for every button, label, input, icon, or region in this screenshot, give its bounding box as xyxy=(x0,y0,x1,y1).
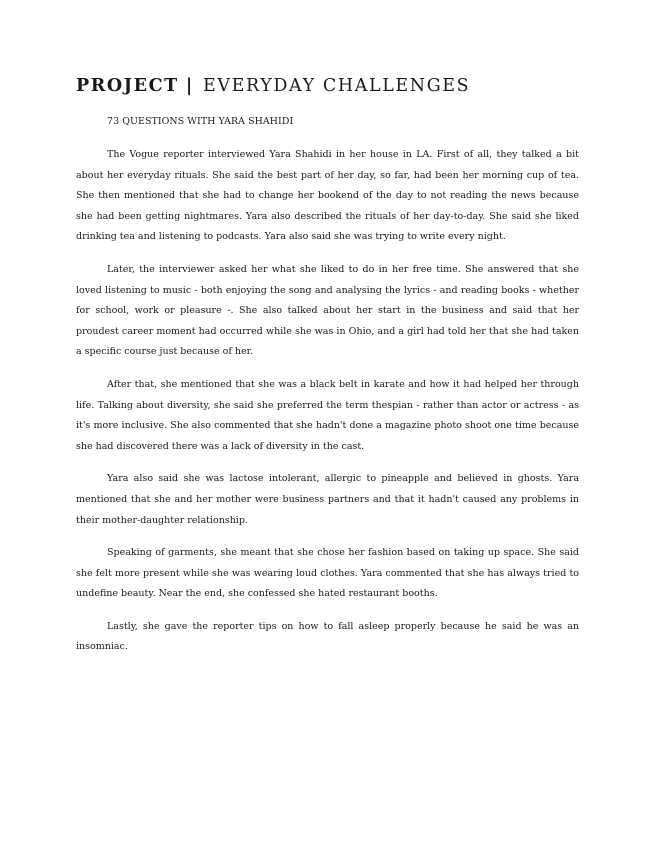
paragraph-3: After that, she mentioned that she was a black belt in karate and how it had helped her through life. Talking about diversity, she said she preferred the term thespian - rather than actor or actress - as it's more inclusive. She also commented that she hadn't done a magazine photo shoot one time because she had discovered there was a lack of diversity in the cast. xyxy=(76,378,579,452)
paragraph-4: Yara also said she was lactose intolerant, allergic to pineapple and believed in ghosts. Yara mentioned that she and her mother were business partners and that it hadn't caused any problems in their mother-daughter relationship. xyxy=(76,473,579,526)
document-body xyxy=(76,145,579,670)
title-separator: | xyxy=(185,76,194,96)
paragraph-6: Lastly, she gave the reporter tips on how to fall asleep properly because he said he was an insomniac. xyxy=(76,620,579,653)
paragraph-1: The Vogue reporter interviewed Yara Shahidi in her house in LA. First of all, they talked a bit about her everyday rituals. She said the best part of her day, so far, had been her morning cup of tea. She then mentioned that she had to change her bookend of the day to not reading the news because she had been getting nightmares. Yara also described the rituals of her day-to-day. She said she liked drinking tea and listening to podcasts. Yara also said she was trying to write every night. xyxy=(76,149,579,243)
paragraph-5: Speaking of garments, she meant that she chose her fashion based on taking up space. She said she felt more present while she was wearing loud clothes. Yara commented that she has always tried to undefine beauty. Near the end, she confessed she hated restaurant booths. xyxy=(76,547,579,600)
title-project-label: PROJECT xyxy=(76,76,179,96)
document-subtitle: 73 QUESTIONS WITH YARA SHAHIDI xyxy=(107,116,294,127)
title-topic: EVERYDAY CHALLENGES xyxy=(203,76,471,96)
document-title xyxy=(76,74,470,98)
paragraph-2: Later, the interviewer asked her what she liked to do in her free time. She answered that she loved listening to music - both enjoying the song and analysing the lyrics - and reading books - whether for school, work or pleasure -. She also talked about her start in the business and said that her proudest career moment had occurred while she was in Ohio, and a girl had told her that she had taken a specific course just because of her. xyxy=(76,263,579,358)
